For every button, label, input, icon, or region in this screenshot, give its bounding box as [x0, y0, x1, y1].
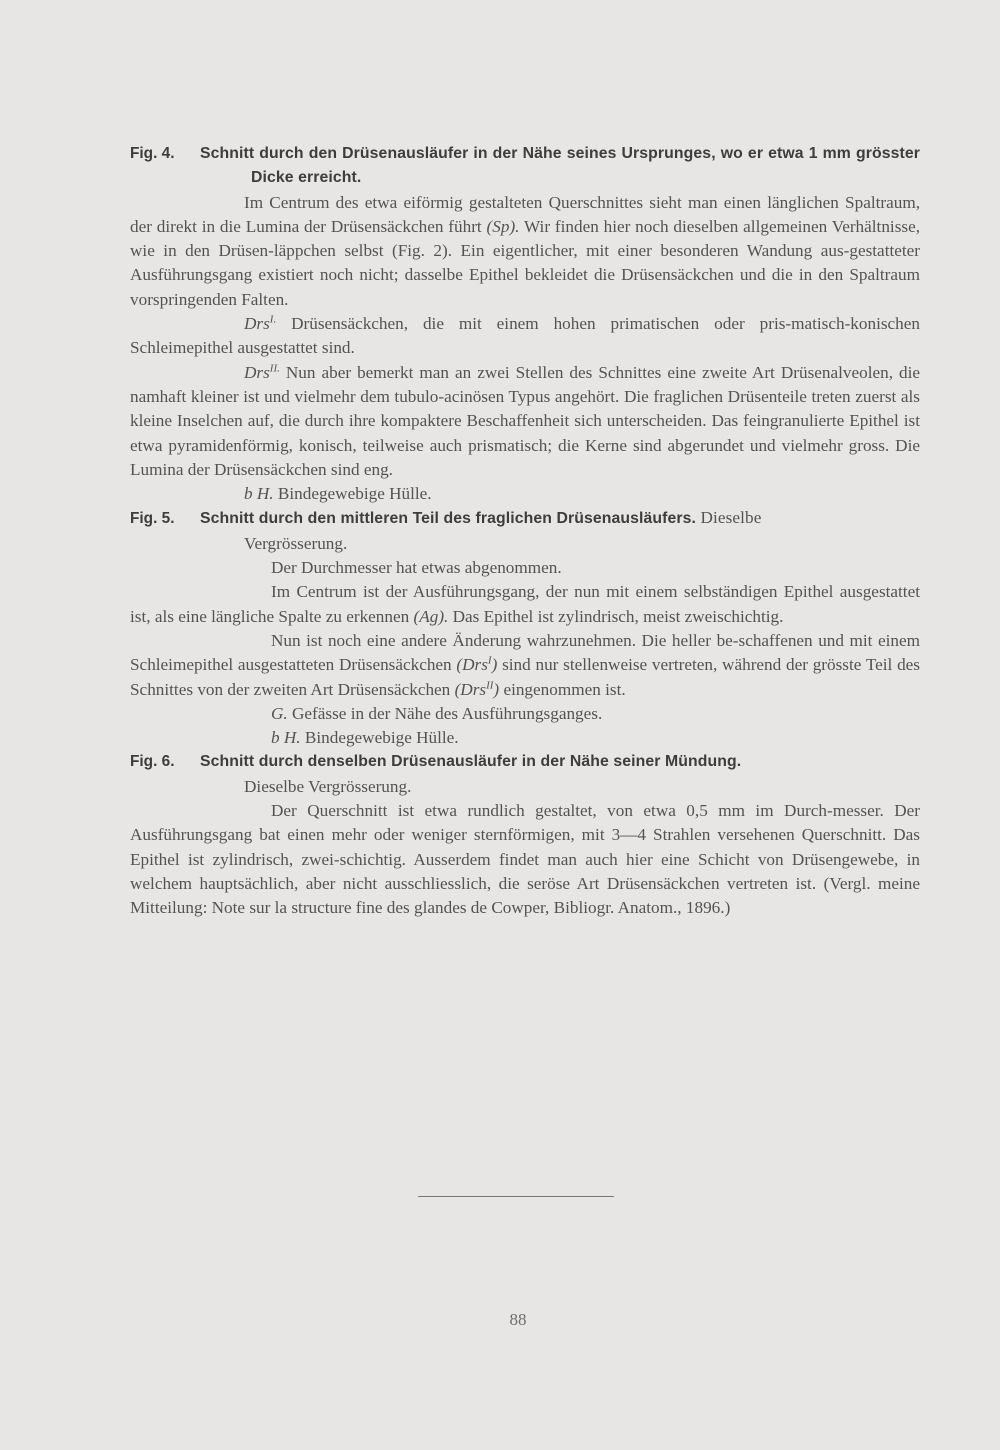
figure-6-body	[200, 750, 920, 774]
figure-5-paragraph-2: Im Centrum ist der Ausführungsgang, der nun mit einem selbständigen Epithel ausgestattet ist, als eine längliche Spalte zu erkennen (Ag). Das Epithel ist zylindrisch, meist zweischichtig.	[130, 582, 920, 626]
figure-5-caption	[130, 506, 920, 531]
figure-4-paragraph-3: Drs$^{II.}$ Nun aber bemerkt man an zwei Stellen des Schnittes eine zweite Art Drüsenalveolen, die namhaft kleiner ist und vielmehr dem tubulo-acinösen Typus angehört. Die fraglichen Drüsenteile treten zuerst als kleine Inselchen auf, die durch ihre kompaktere Beschaffenheit sich unterscheiden. Das feingranulierte Epithel ist etwa pyramidenförmig, konisch, teilweise auch prismatisch; die Kerne sind abgerundet und vielmehr gross. Die Lumina der Drüsensäckchen sind eng.	[130, 361, 920, 479]
abbr-drs-2: Drs	[244, 362, 270, 382]
figure-4-label: Fig. 4.	[130, 145, 175, 162]
abbr-bh: b H.	[244, 484, 274, 504]
figure-4-heading: Schnitt durch den Drüsenausläufer in der Nähe seines Ursprunges, wo er etwa 1 mm grösster Dicke erreicht.	[200, 145, 920, 187]
figure-4-paragraph-4: b H. Bindegewebige Hülle.	[244, 484, 432, 504]
figure-6-description	[130, 775, 920, 921]
abbr-g: G.	[271, 703, 288, 723]
figure-6-paragraph-1: Der Querschnitt ist etwa rundlich gestaltet, von etwa 0,5 mm im Durch-messer. Der Ausführungsgang bat einen mehr oder weniger sternförmigen, mit 3—4 Strahlen versehenen Querschnitt. Das Epithel ist zylindrisch, zwei-schichtig. Ausserdem findet man auch hier eine Schicht von Drüsengewebe, in welchem hauptsächlich, aber nicht ausschliesslich, die seröse Art Drüsensäckchen vertreten ist. (Vergl. meine Mitteilung: Note sur la structure fine des glandes de Cowper, Bibliogr. Anatom., 1896.)	[130, 801, 920, 918]
reference-sp: (Sp).	[486, 216, 520, 236]
figure-5-description	[130, 532, 920, 751]
figure-5-heading: Schnitt durch den mittleren Teil des fraglichen Drüsenausläufers. Dieselbe	[200, 508, 762, 528]
figure-5-paragraph-4: G. Gefässe in der Nähe des Ausführungsganges.	[271, 703, 603, 723]
figure-6-heading: Schnitt durch denselben Drüsenausläufer in der Nähe seiner Mündung.	[200, 753, 742, 771]
figure-5-paragraph-3: Nun ist noch eine andere Änderung wahrzunehmen. Die heller be-schaffenen und mit einem Schleimepithel ausgestatteten Drüsensäckchen (Drs$^I$) sind nur stellenweise vertreten, während der grösste Teil des Schnittes von der zweiten Art Drüsensäckchen (Drs$^{II}$) eingenommen ist.	[130, 630, 920, 699]
abbr-bh-2: b H.	[271, 728, 301, 748]
figure-4-caption	[130, 142, 920, 191]
figure-5-heading-continued: Vergrösserung.	[244, 533, 348, 553]
reference-ag: (Ag).	[413, 606, 449, 626]
figure-6-heading-continued: Dieselbe Vergrösserung.	[244, 776, 412, 796]
figure-4-description	[130, 191, 920, 507]
figure-4-paragraph-2: Drs$^{I.}$ Drüsensäckchen, die mit einem hohen primatischen oder pris-matisch-konischen Schleimepithel ausgestattet sind.	[130, 313, 920, 358]
figure-5-body	[200, 506, 920, 531]
figure-4-body	[200, 142, 920, 191]
closing-rule	[418, 1196, 614, 1197]
abbr-drs-1: Drs	[244, 314, 270, 334]
figure-6-label: Fig. 6.	[130, 753, 175, 771]
figure-6-caption	[130, 750, 920, 774]
figure-4-paragraph-1: Im Centrum des etwa eiförmig gestalteten Querschnittes sieht man einen länglichen Spaltraum, der direkt in die Lumina der Drüsensäckchen führt (Sp). Wir finden hier noch dieselben allgemeinen Verhältnisse, wie in den Drüsen-läppchen selbst (Fig. 2). Ein eigentlicher, mit einer besonderen Wandung aus-gestatteter Ausführungsgang existiert noch nicht; dasselbe Epithel bekleidet die Drüsensäckchen und die in den Spaltraum vorspringenden Falten.	[130, 192, 920, 309]
article-text	[130, 142, 920, 921]
figure-5-paragraph-5: b H. Bindegewebige Hülle.	[271, 728, 459, 748]
figure-5-paragraph-1: Der Durchmesser hat etwas abgenommen.	[271, 558, 562, 578]
page-number: 88	[509, 1310, 527, 1329]
figure-5-label: Fig. 5.	[130, 510, 175, 528]
